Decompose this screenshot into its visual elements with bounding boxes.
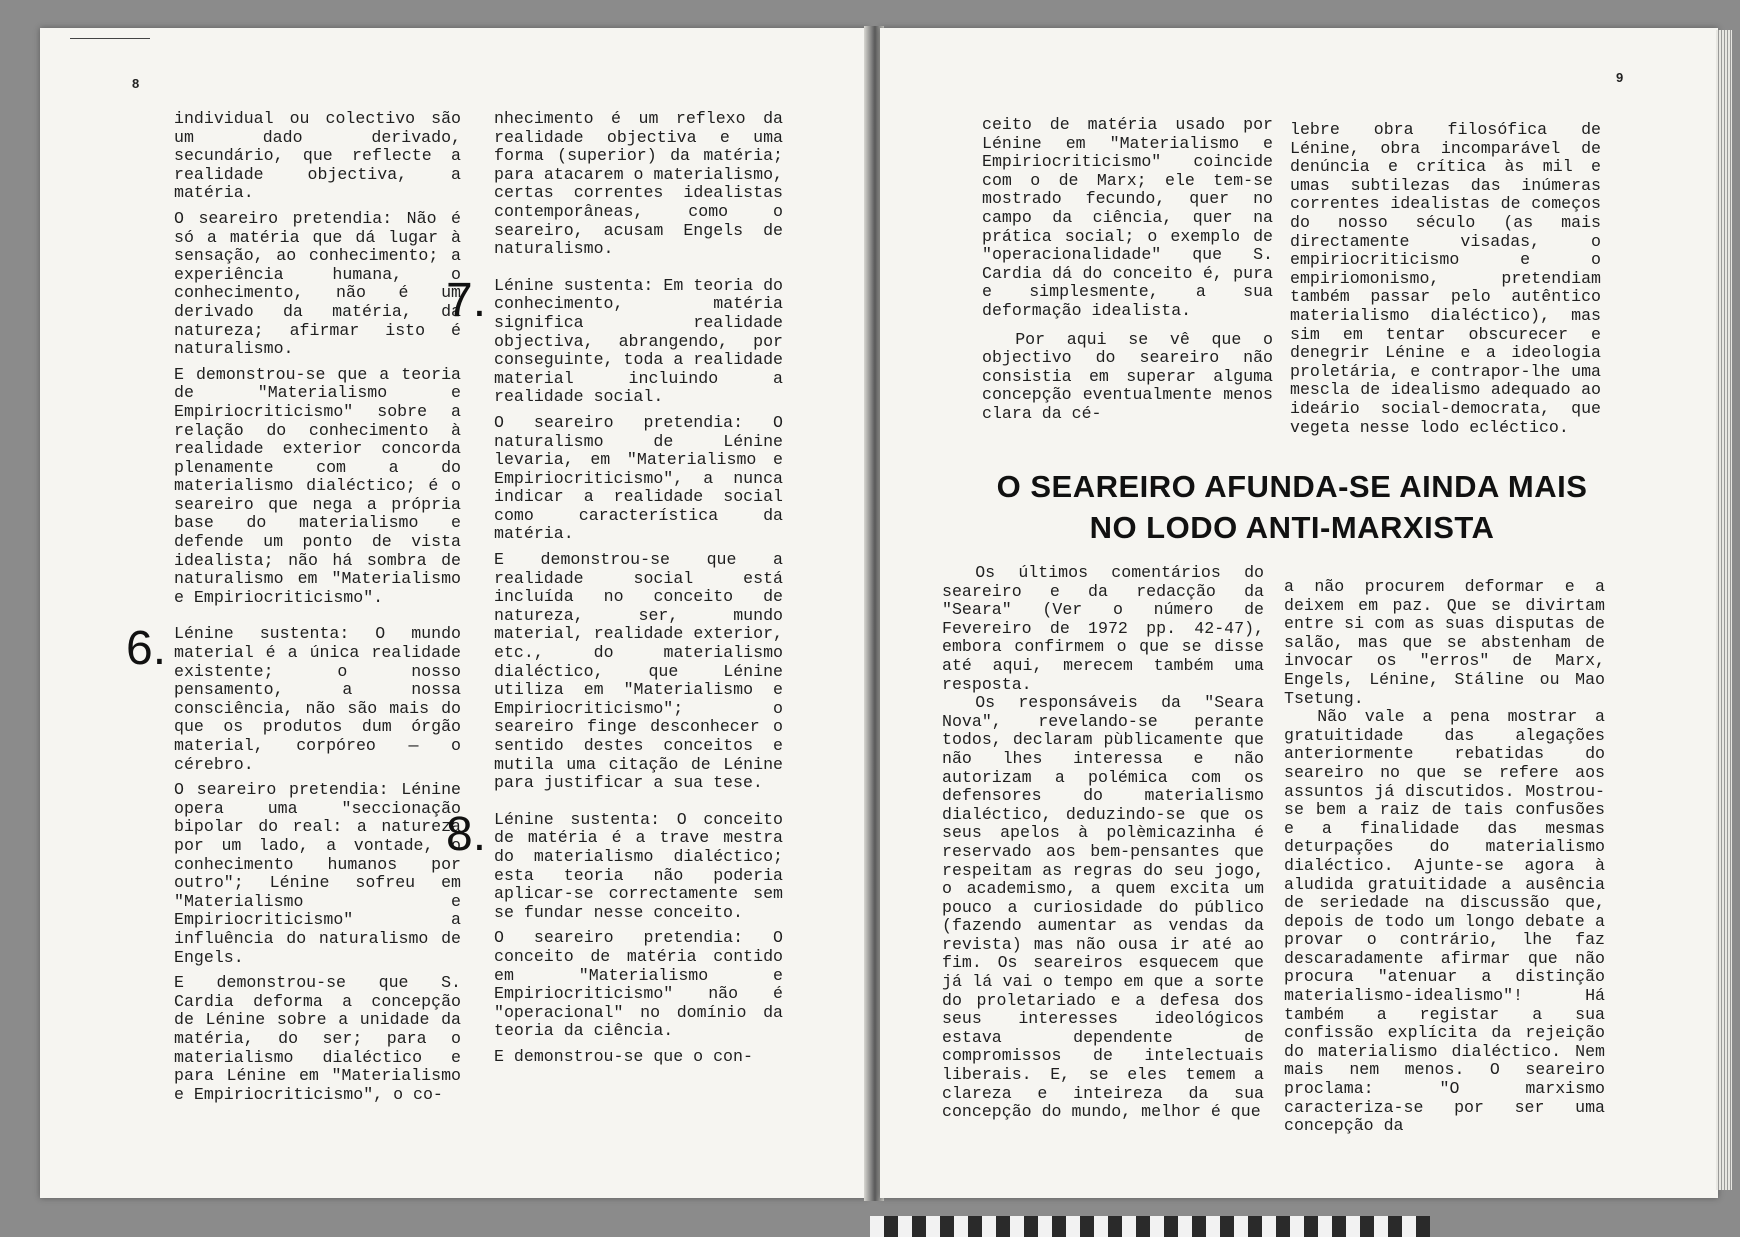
section-number-7: 7. [446,273,487,327]
paragraph: Os responsáveis da "Seara Nova", revelando-se perante todos, declaram pùblicamente que não lhes interessa e não autorizam a polémica com os defensores do materialismo dialéctico, deduzindo-se que os seus apelos à polèmicazinha é reservado aos bem-pensantes que respeitam as regras do seu jogo, o academismo, a quem excita um pouco a curiosidade do público (fazendo aumentar as vendas da revista) mas não ousa ir até ao fim. Os seareiros esquecem que já lá vai o tempo em que a sorte do proletariado e a defesa dos seus interesses ideológicos estava dependente de compromissos de intelectuais liberais. E, se eles temem a clareza e inteireza da sua concepção do mundo, melhor é que [942,693,1264,1122]
section-number-6: 6. [126,622,167,676]
paragraph: O seareiro pretendia: Lénine opera uma "seccionação bipolar do real: a natureza por um lado, a vontade, o conhecimento humanos por outro"; Lénine sofreu em "Materialismo e Empiriocriticismo" a influência do naturalismo de Engels. [174,780,461,967]
paragraph: lebre obra filosófica de Lénine, obra incomparável de denúncia e crítica às mil e umas subtilezas das inúmeras correntes idealistas de começos do nosso século (as mais directamente visadas, o empiriocriticismo e o empiriomonismo, pretendiam também passar pelo autêntico materialismo dialéctico), mas sim em tentar obscurecer e denegrir Lénine e a ideologia proletária, e contrapor-lhe uma mescla de idealismo adequado ao ideário social-democrata, que vegeta nesse lodo ecléctico. [1290,120,1601,437]
right-column-2 [1290,121,1601,444]
paragraph: Lénine sustenta: O mundo material é a única realidade existente; o nosso pensamento, a nossa consciência, não são mais do que os produtos dum órgão material, corpóreo — o cérebro. [174,624,461,774]
article-heading [942,466,1642,548]
left-page [40,28,868,1198]
paragraph: E demonstrou-se que S. Cardia deforma a concepção de Lénine sobre a unidade da matéria, do ser; para o materialismo dialéctico e para Lénine em "Materialismo e Empiriocriticismo", o co- [174,973,461,1104]
right-column-1 [982,116,1273,431]
scale-ruler [870,1216,1430,1237]
page-number-8: 8 [132,76,140,91]
right-column-3 [942,564,1264,1129]
right-page [880,28,1718,1198]
page-edge-stack [1716,30,1732,1190]
paragraph: O seareiro pretendia: O conceito de matéria contido em "Materialismo e Empiriocriticismo" não é "operacional" no domínio da teoria da ciência. [494,928,783,1041]
top-rule [70,38,150,39]
paragraph: Lénine sustenta: Em teoria do conhecimento, matéria significa realidade objectiva, abrangendo, por conseguinte, toda a realidade material incluindo a realidade social. [494,275,783,407]
paragraph: O seareiro pretendia: Não é só a matéria que dá lugar à sensação, ao conhecimento; a experiência humana, o conhecimento, não é um derivado da matéria, da natureza; afirmar isto é naturalismo. [174,208,461,359]
numbered-item-7 [446,273,783,407]
right-column-4 [1284,578,1605,1143]
numbered-item-6 [126,622,461,774]
paragraph: E demonstrou-se que o con- [494,1046,753,1066]
paragraph: E demonstrou-se que a realidade social está incluída no conceito de natureza, ser, mundo material, realidade exterior, etc., do materialismo dialéctico, que Lénine utiliza em "Materialismo e Empiriocriticismo"; o seareiro finge desconhecer o sentido destes conceitos e mutila uma citação de Lénine para justificar a sua tese. [494,550,783,793]
paragraph: Os últimos comentários do seareiro e da redacção da "Seara" (Ver o número de Fevereiro de 1972 pp. 42-47), embora confirmem o que se disse até aqui, merecem também uma resposta. [942,563,1264,694]
left-column-2 [446,109,783,1074]
heading-line-1: O SEAREIRO AFUNDA-SE AINDA MAIS [996,469,1588,504]
heading-line-2: NO LODO ANTI-MARXISTA [1089,510,1495,545]
paragraph: a não procurem deformar e a deixem em paz. Que se divirtam entre si com as suas disputas de salão, mas que se abstenham de invocar os "erros" de Marx, Engels, Lénine, Stáline ou Mao Tsetung. [1284,577,1605,708]
paragraph: nhecimento é um reflexo da realidade objectiva e uma forma (superior) da matéria; para atacarem o materialismo, certas correntes idealistas contemporâneas, como o seareiro, acusam Engels de naturalismo. [494,109,783,259]
paragraph: Por aqui se vê que o objectivo do seareiro não consistia em superar alguma concepção eventualmente menos clara da cé- [982,329,1273,423]
left-column-1 [126,109,461,1111]
numbered-item-8 [446,807,783,923]
paragraph: E demonstrou-se que a teoria de "Materialismo e Empiriocriticismo" sobre a relação do conhecimento à realidade exterior concorda plenamente com a do materialismo dialéctico; é o seareiro que nega a própria base do materialismo e defende um ponto de vista idealista; não há sombra de naturalismo em "Materialismo e Empiriocriticismo". [174,364,461,607]
paragraph: ceito de matéria usado por Lénine em "Materialismo e Empiriocriticismo" coincide com o de Marx; ele tem-se mostrado fecundo, quer no campo da ciência, quer na prática social; o exemplo de "operacionalidade" que S. Cardia dá do conceito é, pura e simplesmente, a sua deformação idealista. [982,115,1273,320]
paragraph: O seareiro pretendia: O naturalismo de Lénine levaria, em "Materialismo e Empiriocriticismo", a nunca indicar a realidade social como característica da matéria. [494,412,783,544]
paragraph: individual ou colectivo são um dado derivado, secundário, que reflecte a realidade objectiva, a matéria. [174,109,461,203]
paragraph: Lénine sustenta: O conceito de matéria é a trave mestra do materialismo dialéctico; esta teoria não poderia aplicar-se correctamente sem se fundar nesse conceito. [494,809,783,922]
paragraph: Não vale a pena mostrar a gratuitidade das alegações anteriormente rebatidas do seareiro no que se refere aos assuntos já discutidos. Mostrou-se bem a raiz de tais confusões e a finalidade das mesmas deturpações do materialismo dialéctico. Ajunte-se agora à aludida gratuitidade a ausência de seriedade na discussão que, depois de todo um longo debate a provar o contrário, lhe faz descaradamente afirmar que não procura "atenuar a distinção materialismo-idealismo"! Há também a registar a sua confissão explícita da rejeição do materialismo dialéctico. Nem mais nem menos. O seareiro proclama: "O marxismo caracteriza-se por ser uma concepção da [1284,707,1605,1136]
page-number-9: 9 [1616,70,1624,85]
section-number-8: 8. [446,807,487,861]
